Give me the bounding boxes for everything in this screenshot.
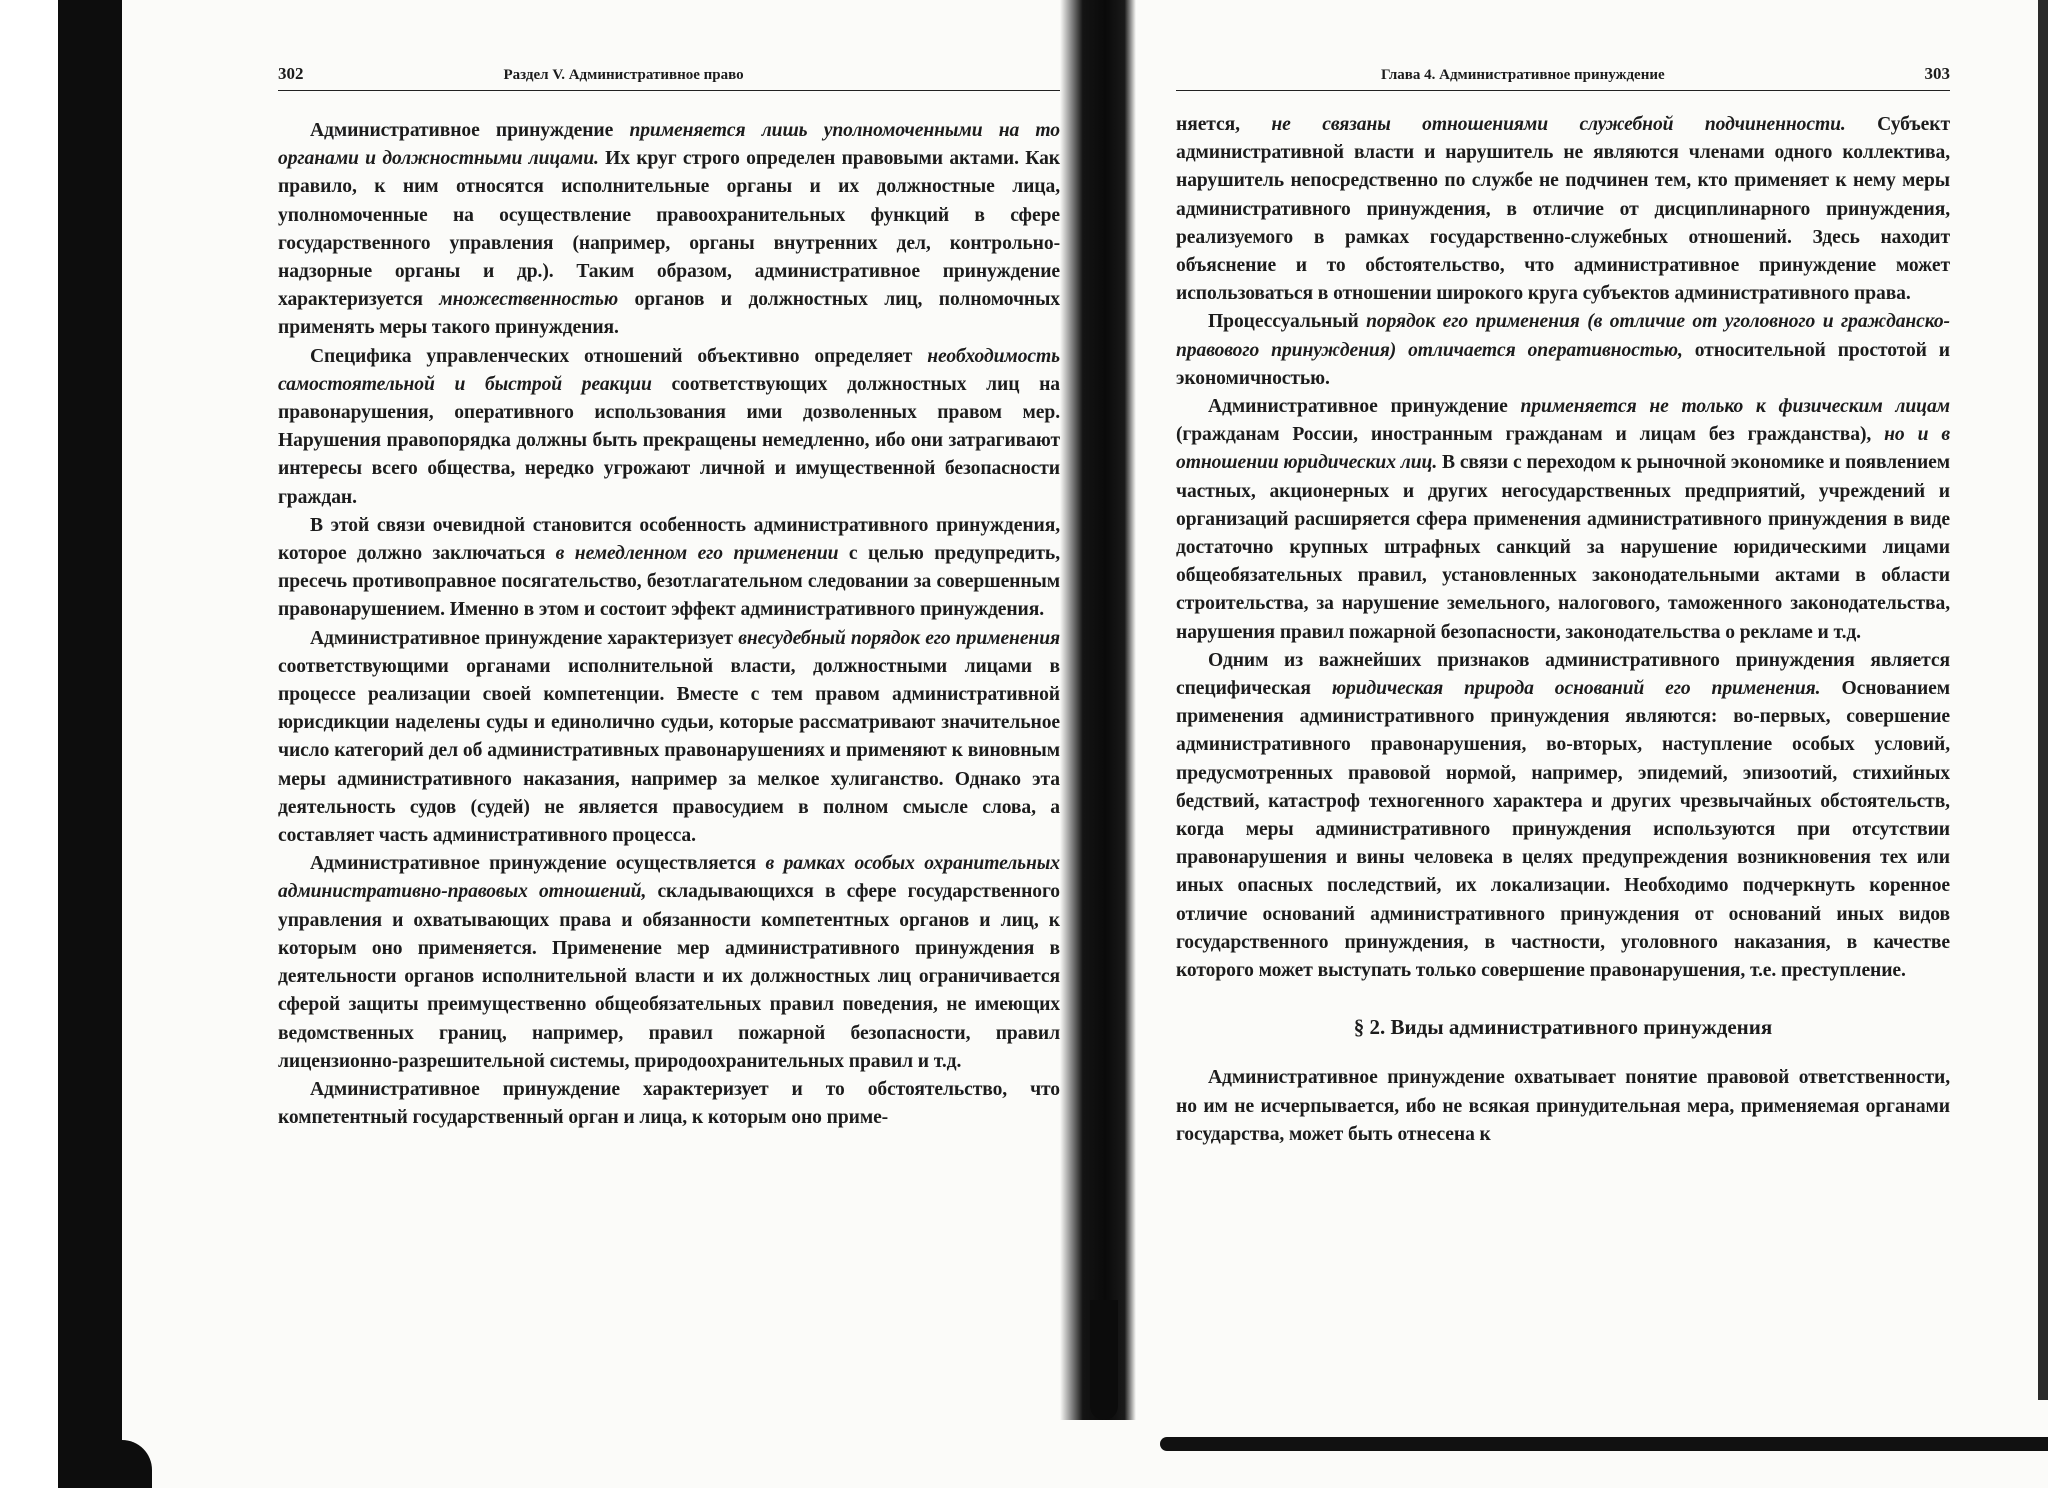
text-run: Административное принуждение охватывает понятие правовой ответственности, но им не исчерпывается, ибо не всякая принудительная мера, применяемая органами государства, может быть отнесена к xyxy=(1176,1067,1950,1145)
right-running-head xyxy=(1176,60,1950,91)
scan-left-shadow-foot xyxy=(62,1440,152,1488)
paragraph xyxy=(1176,393,1950,647)
italic-run: юридическая природа оснований его применения. xyxy=(1331,678,1821,700)
text-run: Административное принуждение xyxy=(310,120,630,141)
left-running-title: Раздел V. Административное право xyxy=(503,67,744,83)
italic-run: в рамках особых охранительных административно-правовых отношений, xyxy=(278,853,1060,903)
paragraph xyxy=(278,343,1060,512)
right-page-number: 303 xyxy=(1924,64,1950,83)
text-run: Административное принуждение xyxy=(1208,396,1521,418)
text-run: Их круг строго определен правовыми актами. Как правило, к ним относятся исполнительные органы и их должностные лица, уполномоченные на осуществление правоохранительных функций в сфере государственного управления (например, органы внутренних дел, контрольно-надзорные органы и др.). Таким образом, административное принуждение характеризуется xyxy=(278,148,1060,311)
left-running-head xyxy=(278,60,1060,91)
paragraph xyxy=(278,117,1060,343)
paragraph xyxy=(278,850,1060,1076)
italic-run: но и в отношении юридических лиц. xyxy=(1176,424,1950,474)
text-run: относительной простотой и экономичностью. xyxy=(1176,339,1950,389)
book-gutter-tail xyxy=(1090,1300,1118,1420)
left-page xyxy=(278,60,1060,1132)
paragraph xyxy=(278,512,1060,625)
paragraph xyxy=(1176,1064,1950,1149)
text-run: няется, xyxy=(1176,114,1272,135)
scan-right-edge xyxy=(2038,0,2048,1400)
text-run: Субъект административной власти и нарушитель не являются членами одного коллектива, нарушитель непосредственно по службе не подчинен тем, кто применяет к нему меры административного принуждения, в отличие от дисциплинарного принуждения, реализуемого в рамках государственно-служебных отношений. Здесь находит объяснение и то обстоятельство, что административное принуждение может использоваться в отношении широкого круга субъектов административного права. xyxy=(1176,114,1950,305)
text-run: соответствующих должностных лиц на правонарушения, оперативного использования ими дозволенных правом мер. Нарушения правопорядка должны быть прекращены немедленно, ибо они затрагивают интересы всего общества, нередко угрожают личной и имущественной безопасности граждан. xyxy=(278,373,1060,508)
text-run: с целью предупредить, пресечь противоправное посягательство, безотлагательном следовании за совершенным правонарушением. Именно в этом и состоит эффект административного принуждения. xyxy=(278,543,1060,621)
left-page-number: 302 xyxy=(278,64,304,83)
text-run: (гражданам России, иностранным гражданам и лицам без гражданства), xyxy=(1176,424,1885,446)
text-run: органов и должностных лиц, полномочных применять меры такого принуждения. xyxy=(278,289,1060,339)
section-heading: § 2. Виды административного принуждения xyxy=(1353,1015,1773,1040)
scan-left-shadow-bar xyxy=(58,0,122,1488)
text-run: Административное принуждение осуществляется xyxy=(310,853,766,875)
italic-run: порядок его применения (в отличие от уголовного и гражданско-правового принуждения) отличается оперативностью, xyxy=(1176,311,1950,361)
text-run: соответствующими органами исполнительной власти, должностными лицами в процессе реализации своей компетенции. Вместе с тем правом административной юрисдикции наделены суды и единолично судьи, которые рассматривают значительное число категорий дел об административных правонарушениях и применяют к виновным меры административного наказания, например за мелкое хулиганство. Однако эта деятельность судов (судей) не является правосудием в полном смысле слова, а составляет часть административного процесса. xyxy=(278,655,1060,847)
right-body-text xyxy=(1176,111,1950,985)
italic-run: применяется не только к физическим лицам xyxy=(1520,396,1950,418)
italic-run: применяется лишь уполномоченными на то органами и должностными лицами. xyxy=(278,120,1060,170)
paragraph xyxy=(278,1076,1060,1132)
italic-run: не связаны отношениями служебной подчиненности. xyxy=(1271,114,1846,135)
paragraph xyxy=(278,625,1060,851)
text-run: складывающихся в сфере государственного управления и охватывающих права и обязанности компетентных органов и лиц, к которым оно применяется. Применение мер административного принуждения в деятельности органов исполнительной власти и их должностных лиц ограничивается сферой защиты преимущественно общеобязательных правил поведения, не имеющих ведомственных границ, например, правил пожарной безопасности, правил лицензионно-разрешительной системы, природоохранительных правил и т.д. xyxy=(278,881,1060,1072)
text-run: В этой связи очевидной становится особенность административного принуждения, которое должно заключаться xyxy=(278,514,1060,565)
italic-run: в немедленном его применении xyxy=(555,543,839,565)
paragraph xyxy=(1176,111,1950,308)
book-gutter-shadow xyxy=(1060,0,1136,1420)
right-running-title: Глава 4. Административное принуждение xyxy=(1381,67,1665,83)
text-run: Административное принуждение характеризует xyxy=(310,627,739,649)
italic-run: необходимость самостоятельной и быстрой реакции xyxy=(278,345,1060,395)
text-run: Административное принуждение характеризует и то обстоятельство, что компетентный государственный орган и лица, к которым оно приме- xyxy=(278,1078,1060,1129)
right-body-text-after-heading xyxy=(1176,1064,1950,1149)
paragraph xyxy=(1176,647,1950,985)
text-run: Основанием применения административного принуждения являются: во-первых, совершение административного правонарушения, во-вторых, наступление особых условий, предусмотренных правовой нормой, например, эпидемий, эпизоотий, стихийных бедствий, катастроф техногенного характера и других чрезвычайных обстоятельств, когда меры административного принуждения используются при отсутствии правонарушения и вины человека в целях предупреждения возникновения тех или иных опасных последствий, их локализации. Необходимо подчеркнуть коренное отличие оснований административного принуждения от оснований иных видов государственного принуждения, в частности, уголовного наказания, в качестве которого может выступать только совершение правонарушения, т.е. преступление. xyxy=(1176,678,1950,982)
text-run: В связи с переходом к рыночной экономике и появлением частных, акционерных и других негосударственных предприятий, учреждений и организаций расширяется сфера применения административного принуждения в виде достаточно крупных штрафных санкций за нарушение юридическими лицами общеобязательных правил, установленных законодательными актами в области строительства, за нарушение земельного, налогового, таможенного законодательства, нарушения правил пожарной безопасности, законодательства о рекламе и т.д. xyxy=(1176,452,1950,643)
left-body-text xyxy=(278,117,1060,1132)
text-run: Специфика управленческих отношений объективно определяет xyxy=(310,345,928,367)
text-run: Одним из важнейших признаков административного принуждения является специфическая xyxy=(1176,649,1950,700)
text-run: Процессуальный xyxy=(1208,311,1367,333)
italic-run: внесудебный порядок его применения xyxy=(738,627,1060,649)
right-page xyxy=(1176,60,1950,1149)
paragraph xyxy=(1176,308,1950,393)
scan-bottom-shadow xyxy=(1160,1437,2048,1451)
italic-run: множественностью xyxy=(439,289,619,311)
